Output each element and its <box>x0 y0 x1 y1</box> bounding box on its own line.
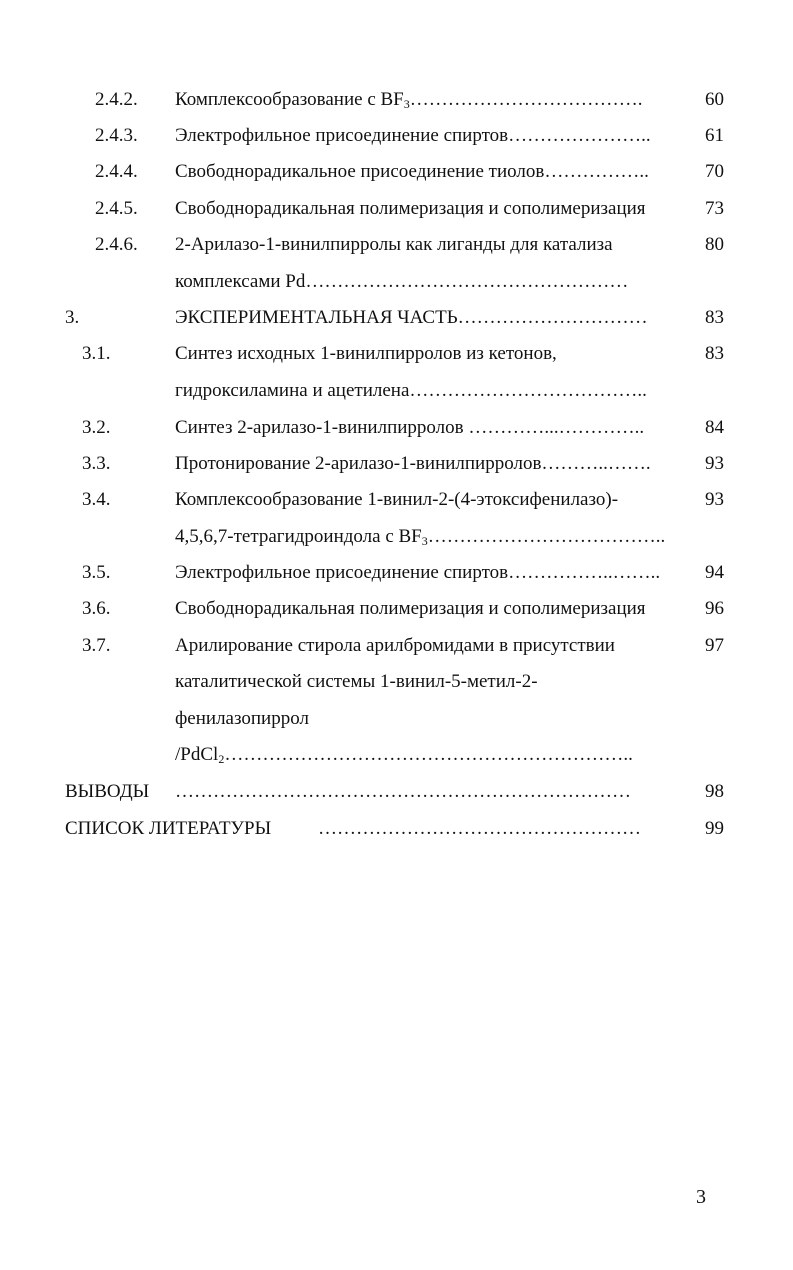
subscript: 3 <box>421 534 428 548</box>
toc-title-text: 2-Арилазо-1-винилпирролы как лиганды для катализа <box>175 234 613 255</box>
toc-title-text: каталитической системы 1-винил-5-метил-2- <box>175 671 538 692</box>
toc-page: 70 <box>705 161 724 182</box>
toc-page: 83 <box>705 343 724 364</box>
toc-title-text: Синтез 2-арилазо-1-винилпирролов <box>175 417 464 438</box>
toc-page: 94 <box>705 562 724 583</box>
toc-page: 60 <box>705 89 724 110</box>
toc-number: 3. <box>65 307 80 328</box>
toc-title <box>175 597 646 621</box>
toc-title-text: комплексами Pd <box>175 271 306 292</box>
subscript: 2 <box>218 752 225 766</box>
toc-title-text: Свободнорадикальная полимеризация и сополимеризация <box>175 198 646 219</box>
toc-title <box>175 306 648 330</box>
toc-number: 2.4.6. <box>95 234 138 255</box>
subscript: 3 <box>403 97 410 111</box>
toc-title-text: Протонирование 2-арилазо-1-винилпирролов <box>175 453 542 474</box>
toc-number: 3.3. <box>82 453 111 474</box>
toc-number: 2.4.2. <box>95 89 138 110</box>
toc-title <box>175 124 651 148</box>
toc-title-continuation <box>175 525 665 549</box>
toc-title-text: Свободнорадикальное присоединение тиолов <box>175 161 545 182</box>
toc-dots: …………...………….. <box>468 417 645 438</box>
toc-title-text: Свободнорадикальная полимеризация и сополимеризация <box>175 598 646 619</box>
toc-number: 3.2. <box>82 417 111 438</box>
toc-dots: ………………………………. <box>409 89 643 110</box>
toc-page: 61 <box>705 125 724 146</box>
toc-page: 93 <box>705 489 724 510</box>
toc-page: 80 <box>705 234 724 255</box>
toc-title-continuation <box>175 670 538 694</box>
toc-dots: ………………….. <box>508 125 651 146</box>
toc-number: 3.5. <box>82 562 111 583</box>
toc-dots: ……………………………….. <box>409 380 647 401</box>
toc-title-continuation <box>175 379 647 403</box>
toc-title <box>175 197 646 221</box>
toc-dots: ………..……. <box>541 453 651 474</box>
toc-title-text: Электрофильное присоединение спиртов <box>175 125 509 146</box>
toc-title <box>175 160 649 184</box>
toc-number: 3.6. <box>82 598 111 619</box>
toc-title <box>175 634 615 658</box>
toc-dots: …………………………………………… <box>305 271 629 292</box>
toc-dots: ………………………… <box>457 307 648 328</box>
toc-title-text: 4,5,6,7-тетрагидроиндола с BF <box>175 526 422 547</box>
toc-title <box>175 416 644 440</box>
toc-title-text: Арилирование стирола арилбромидами в присутствии <box>175 635 615 656</box>
toc-number: 3.1. <box>82 343 111 364</box>
toc-heading-references: СПИСОК ЛИТЕРАТУРЫ <box>65 818 272 839</box>
toc-title <box>175 452 651 476</box>
toc-title <box>175 342 557 366</box>
toc-title <box>175 88 643 112</box>
toc-number: 2.4.5. <box>95 198 138 219</box>
toc-title-text: фенилазопиррол <box>175 708 309 729</box>
toc-page: 73 <box>705 198 724 219</box>
toc-dots: …………….. <box>544 161 649 182</box>
toc-number: 2.4.4. <box>95 161 138 182</box>
toc-title-continuation <box>175 270 628 294</box>
toc-page: 98 <box>705 781 724 802</box>
toc-number: 3.7. <box>82 635 111 656</box>
page-number: 3 <box>696 1186 706 1208</box>
toc-number: 2.4.3. <box>95 125 138 146</box>
toc-dots: ……………………………………………………….. <box>224 744 633 765</box>
toc-dots: ……………………………………………………………… <box>175 781 631 802</box>
toc-title-text: Синтез исходных 1-винилпирролов из кетонов, <box>175 343 557 364</box>
toc-title-text: ЭКСПЕРИМЕНТАЛЬНАЯ ЧАСТЬ <box>175 307 458 328</box>
toc-title-text: Электрофильное присоединение спиртов <box>175 562 509 583</box>
toc-title <box>175 561 660 585</box>
toc-page: 84 <box>705 417 724 438</box>
toc-dots: …………………………………………… <box>318 818 641 839</box>
toc-title-text: Комплексообразование 1-винил-2-(4-этоксифенилазо)- <box>175 489 619 510</box>
toc-title <box>175 488 618 512</box>
toc-title-text: Комплексообразование с BF <box>175 89 404 110</box>
toc-title-continuation <box>175 707 309 731</box>
toc-dots: ……………..…….. <box>508 562 661 583</box>
toc-page: 99 <box>705 818 724 839</box>
toc-title-continuation <box>175 743 633 767</box>
toc-title <box>175 233 613 257</box>
toc-page: 96 <box>705 598 724 619</box>
toc-number: 3.4. <box>82 489 111 510</box>
toc-page: 83 <box>705 307 724 328</box>
toc-title-text: гидроксиламина и ацетилена <box>175 380 410 401</box>
toc-page: 97 <box>705 635 724 656</box>
toc-page: 93 <box>705 453 724 474</box>
toc-title-text: /PdCl <box>175 744 219 765</box>
toc-heading-conclusions: ВЫВОДЫ <box>65 781 150 802</box>
toc-dots: ……………………………….. <box>427 526 666 547</box>
